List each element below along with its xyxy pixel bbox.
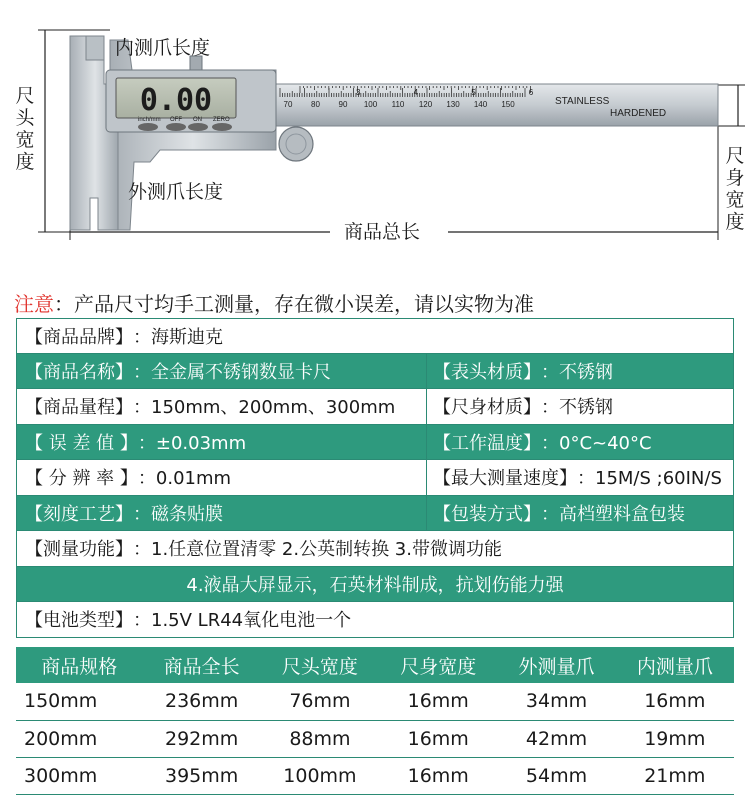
thumb-wheel xyxy=(279,127,313,161)
head-material-value: ：不锈钢 xyxy=(541,361,613,383)
temp-value: ：0°C~40°C xyxy=(541,432,652,454)
scale-number: 130 xyxy=(446,100,460,109)
body-width-text: 尺 身 宽 度 xyxy=(725,145,745,233)
cell-head-width: 100mm xyxy=(261,757,379,794)
header-head-width: 尺头宽度 xyxy=(261,647,379,683)
inch-number: 3 xyxy=(356,88,361,97)
cell-total-length: 395mm xyxy=(143,757,261,794)
speed-key: 【最大测量速度】 xyxy=(433,468,577,490)
speed-value: ：15M/S ;60IN/S xyxy=(577,468,722,490)
error-value: ：±0.03mm xyxy=(137,432,247,454)
spec-table xyxy=(16,318,734,638)
head-width-text: 尺 头 宽 度 xyxy=(15,85,35,173)
spec-row-scale xyxy=(16,496,734,532)
scale-value: ：磁条贴膜 xyxy=(133,503,223,525)
size-table-header xyxy=(16,647,734,683)
outer-jaw-label: 外测爪长度 xyxy=(128,181,224,203)
temp-key: 【工作温度】 xyxy=(433,432,541,454)
table-row xyxy=(16,720,734,757)
cell-outer-jaw: 54mm xyxy=(497,757,615,794)
cell-total-length: 236mm xyxy=(143,683,261,720)
spec-row-battery xyxy=(16,602,734,638)
spec-row-error xyxy=(16,425,734,461)
inch-number: 4 xyxy=(413,88,419,97)
error-key: 【 误 差 值 】 xyxy=(25,432,138,454)
scale-number: 90 xyxy=(338,100,348,109)
cell-spec: 150mm xyxy=(16,683,143,720)
range-key: 【商品量程】 xyxy=(25,397,133,419)
inch-number: 6 xyxy=(528,88,534,97)
scale-key: 【刻度工艺】 xyxy=(25,503,133,525)
total-length-label: 商品总长 xyxy=(340,222,424,243)
scale-number: 80 xyxy=(311,100,320,109)
battery-key: 【电池类型】 xyxy=(25,610,133,632)
cell-inner-jaw: 16mm xyxy=(616,683,734,720)
table-row xyxy=(16,683,734,720)
function-key: 【测量功能】 xyxy=(25,539,133,561)
cell-body-width: 16mm xyxy=(379,683,497,720)
note-body: ：产品尺寸均手工测量，存在微小误差，请以实物为准 xyxy=(54,292,534,316)
spec-row-brand xyxy=(16,318,734,354)
header-outer-jaw: 外测量爪 xyxy=(497,647,615,683)
package-key: 【包装方式】 xyxy=(433,503,541,525)
scale-number: 110 xyxy=(391,100,405,109)
spec-row-function xyxy=(16,531,734,567)
button-label-off: OFF xyxy=(170,117,182,123)
inner-jaw-label: 内测爪长度 xyxy=(115,37,211,59)
header-spec: 商品规格 xyxy=(16,647,143,683)
button-label-unit: inch/mm xyxy=(138,117,161,123)
scale-number: 120 xyxy=(418,100,433,109)
spec-row-resolution xyxy=(16,460,734,496)
name-key: 【商品名称】 xyxy=(25,361,133,383)
cell-inner-jaw: 21mm xyxy=(616,757,734,794)
scale-number: 140 xyxy=(473,100,488,109)
caliper-diagram xyxy=(0,0,750,280)
resolution-value: ：0.01mm xyxy=(137,468,232,490)
cell-outer-jaw: 34mm xyxy=(497,683,615,720)
scale-number: 100 xyxy=(363,100,378,109)
header-body-width: 尺身宽度 xyxy=(379,647,497,683)
scale-number: 70 xyxy=(283,100,293,109)
button-label-zero: ZERO xyxy=(213,117,230,123)
name-value: ：全金属不锈钢数显卡尺 xyxy=(133,361,331,383)
resolution-key: 【 分 辨 率 】 xyxy=(25,468,138,490)
cell-head-width: 88mm xyxy=(261,720,379,757)
lcd-reading: 0.00 xyxy=(139,83,213,118)
body-material-value: ：不锈钢 xyxy=(541,397,613,419)
cell-body-width: 16mm xyxy=(379,720,497,757)
function-value: ：1.任意位置清零 2.公英制转换 3.带微调功能 xyxy=(133,539,502,561)
spec-row-range xyxy=(16,389,734,425)
header-total-length: 商品全长 xyxy=(143,647,261,683)
head-width-label xyxy=(14,86,36,173)
button-label-on: ON xyxy=(193,117,202,123)
function-line-2: 4.液晶大屏显示，石英材料制成，抗划伤能力强 xyxy=(186,574,564,596)
brand-value: ：海斯迪克 xyxy=(133,326,223,348)
package-value: ：高档塑料盒包装 xyxy=(541,503,685,525)
body-width-label xyxy=(724,146,746,233)
header-inner-jaw: 内测量爪 xyxy=(616,647,734,683)
head-material-key: 【表头材质】 xyxy=(433,361,541,383)
cell-body-width: 16mm xyxy=(379,757,497,794)
cell-total-length: 292mm xyxy=(143,720,261,757)
battery-value: ：1.5V LR44氧化电池一个 xyxy=(133,610,352,632)
brand-key: 【商品品牌】 xyxy=(25,326,133,348)
cell-head-width: 76mm xyxy=(261,683,379,720)
spec-row-name xyxy=(16,354,734,390)
cell-outer-jaw: 42mm xyxy=(497,720,615,757)
size-table xyxy=(16,647,734,795)
cell-spec: 200mm xyxy=(16,720,143,757)
spec-row-function-2 xyxy=(16,567,734,603)
note-head: 注意 xyxy=(14,292,54,316)
cell-spec: 300mm xyxy=(16,757,143,794)
body-material-key: 【尺身材质】 xyxy=(433,397,541,419)
range-value: ：150mm、200mm、300mm xyxy=(133,397,396,419)
scale-number: 150 xyxy=(501,100,515,109)
measurement-note xyxy=(14,288,534,317)
cell-inner-jaw: 19mm xyxy=(616,720,734,757)
stainless-mark: STAINLESS xyxy=(555,96,610,107)
hardened-mark: HARDENED xyxy=(610,108,667,119)
table-row xyxy=(16,757,734,794)
inch-number: 5 xyxy=(471,88,476,97)
